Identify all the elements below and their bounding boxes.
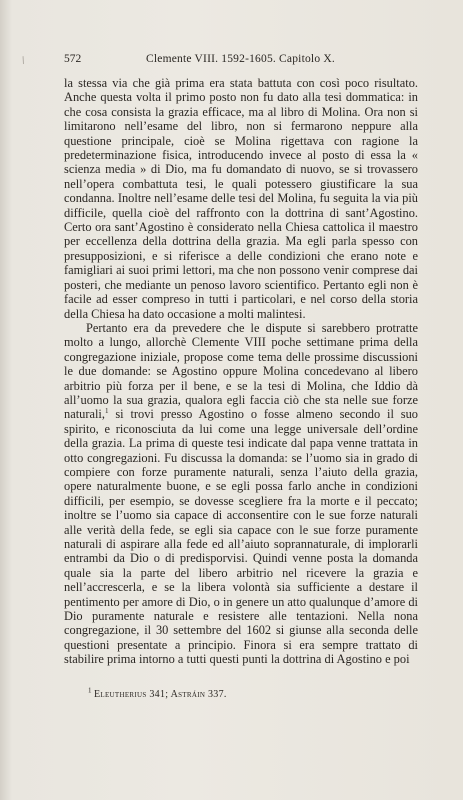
paragraph-2-text-start: Pertanto era da prevedere che le dispute si sarebbero protratte molto a lungo, allorchè Clemente VIII poche settimane prima della congregazione iniziale, propose come tema delle prossime discussioni le due domande: se Agostino oppure Molina concedevano al libero arbitrio più forza per il bene, e se la tesi di Molina, che Iddio dà all’uomo la sua grazia, qualora egli faccia ciò che sta nelle sue forze naturali, xyxy=(64,320,418,422)
running-title: Clemente VIII. 1592-1605. Capitolo X. xyxy=(146,53,335,65)
paragraph-2-text-end: si trovi presso Agostino o fosse almeno secondo il suo spirito, e riconosciuta da lui come una legge universale dell’ordine della grazia. La prima di queste tesi indicate dal papa venne trattata in otto congregazioni. Fu discussa la domanda: se l’uomo sia in grado di compiere con forze puramente naturali, senza l’aiuto della grazia, opere naturalmente buone, e se egli possa farlo anche in condizioni difficili, per esempio, se dovesse scegliere fra la morte e il peccato; inoltre se l’uomo sia capace di acconsentire con le sue forze naturali alle verità della fede, se egli sia capace con le sue forze puramente naturali di aspirare alla fede ed all’aiuto soprannaturale, di implorarli entrambi da Dio o di predisporvisi. Quindi venne posta la domanda quale sia la parte del libero arbitrio nel ricevere la grazia e nell’accrescerla, e se la libera volontà sia sufficiente a destare il pentimento per amore di Dio, o in genere un atto qualunque d’amore di Dio puramente naturale e resistere alle tentazioni. Nella nona congregazione, il 30 settembre del 1602 si giunse alla seconda delle questioni presentate a principio. Finora si era sempre trattato di stabilire prima intorno a tutti questi punti la dottrina di Agostino e poi xyxy=(64,407,418,667)
footnote-reference: 1 xyxy=(104,407,109,416)
page-number: 572 xyxy=(64,53,82,65)
footnote-text: Eleutherius 341; Astráin 337. xyxy=(94,689,227,700)
body-text xyxy=(64,76,418,667)
footnote-marker: 1 xyxy=(88,686,92,695)
footnote xyxy=(88,688,408,702)
paragraph-2 xyxy=(64,321,418,667)
running-header xyxy=(64,51,419,67)
paragraph-1-text: la stessa via che già prima era stata battuta con così poco risultato. Anche questa volta il primo posto non fu dato alla tesi dommatica: in che cosa consista la grazia efficace, ma al libro di Molina. Ora non si limitarono nell’esame del libro, non si fermarono neppure alla questione principale, cioè se Molina rigettava con ragione la predeterminazione fisica, introducendo invece al posto di essa la « scienza media » di Dio, ma fu domandato di nuovo, se si trovassero nell’opera combattuta tesi, le quali potessero giustificare la sua condanna. Inoltre nell’esame delle tesi del Molina, fu seguita la via più difficile, quella cioè del raffronto con la dottrina di sant’Agostino. Certo ora sant’Agostino è considerato nella Chiesa cattolica il maestro per eccellenza della dottrina della grazia. Ma egli parla spesso con presupposizioni, e si riferisce a delle condizioni che erano note e famigliari ai suoi primi lettori, ma che non possono venir comprese dai posteri, che mediante un penoso lavoro scientifico. Pertanto egli non è facile ad esser compreso in tutti i particolari, e nel corso della storia della Chiesa ha dato occasione a molti malintesi. xyxy=(64,76,418,321)
margin-mark: / xyxy=(20,55,27,67)
paragraph-1 xyxy=(64,76,418,321)
